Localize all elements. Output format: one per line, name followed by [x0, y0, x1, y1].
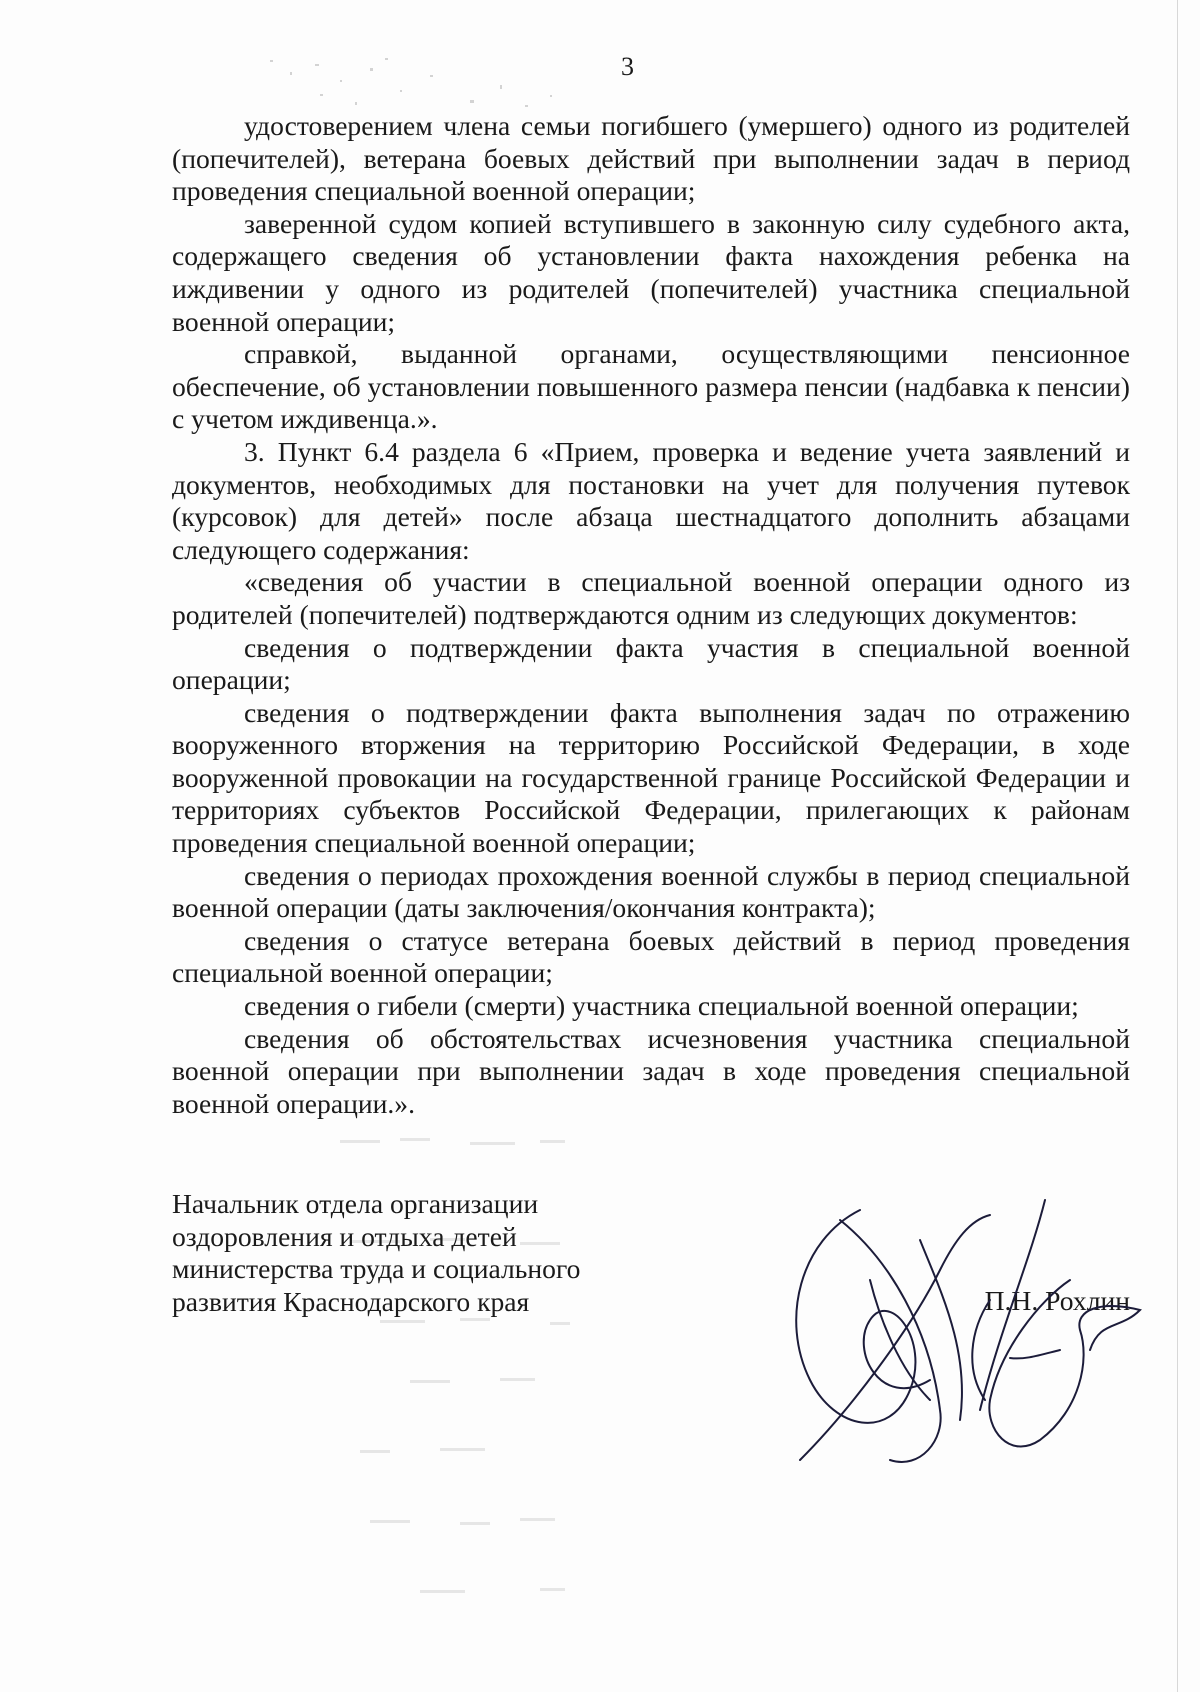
paragraph: сведения о подтверждении факта выполнения задач по отражению вооруженного вторжения на территорию Российской Федерации, в ходе вооруженной провокации на государственной границе Российской Федерации и территориях субъектов Российской Федерации, прилегающих к районам проведения специальной военной операции; — [172, 696, 1130, 859]
signatory-title-line: Начальник отдела организации — [172, 1188, 539, 1219]
signatory-title — [172, 1188, 692, 1318]
document-body — [172, 110, 1130, 1120]
paragraph: «сведения об участии в специальной военной операции одного из родителей (попечителей) подтверждаются одним из следующих документов: — [172, 566, 1130, 630]
paragraph: сведения о гибели (смерти) участника специальной военной операции; — [244, 990, 1079, 1022]
signatory-title-line: оздоровления и отдыха детей — [172, 1220, 517, 1252]
paragraph: справкой, выданной органами, осуществляющими пенсионное обеспечение, об установлении повышенного размера пенсии (надбавка к пенсии) с учетом иждивенца.». — [172, 338, 1130, 435]
paragraph: 3. Пункт 6.4 раздела 6 «Прием, проверка и ведение учета заявлений и документов, необходимых для постановки на учет для получения путевок (курсовок) для детей» после абзаца шестнадцатого дополнить абзацами следующего содержания: — [172, 435, 1130, 565]
paragraph: сведения об обстоятельствах исчезновения участника специальной военной операции при выполнении задач в ходе проведения специальной военной операции.». — [172, 1022, 1130, 1119]
paragraph: сведения о статусе ветерана боевых действий в период проведения специальной военной операции; — [172, 924, 1130, 989]
paragraph: сведения о подтверждении факта участия в специальной военной операции; — [172, 631, 1130, 696]
paragraph: заверенной судом копией вступившего в законную силу судебного акта, содержащего сведения об установлении факта нахождения ребенка на иждивении у одного из родителей (попечителей) участника специальной военной операции; — [172, 207, 1130, 337]
page-number: 3 — [621, 52, 634, 81]
signatory-title-line: развития Краснодарского края — [172, 1285, 530, 1317]
signatory-title-line: министерства труда и социального — [172, 1253, 581, 1285]
paragraph: сведения о периодах прохождения военной службы в период специальной военной операции (даты заключения/окончания контракта); — [172, 859, 1130, 924]
signatory-name: П.Н. Рохлин — [984, 1285, 1130, 1316]
scan-edge — [1177, 0, 1178, 1692]
handwritten-signature — [740, 1180, 1170, 1480]
paragraph: удостоверением члена семьи погибшего (умершего) одного из родителей (попечителей), ветерана боевых действий при выполнении задач в период проведения специальной военной операции; — [172, 110, 1130, 207]
